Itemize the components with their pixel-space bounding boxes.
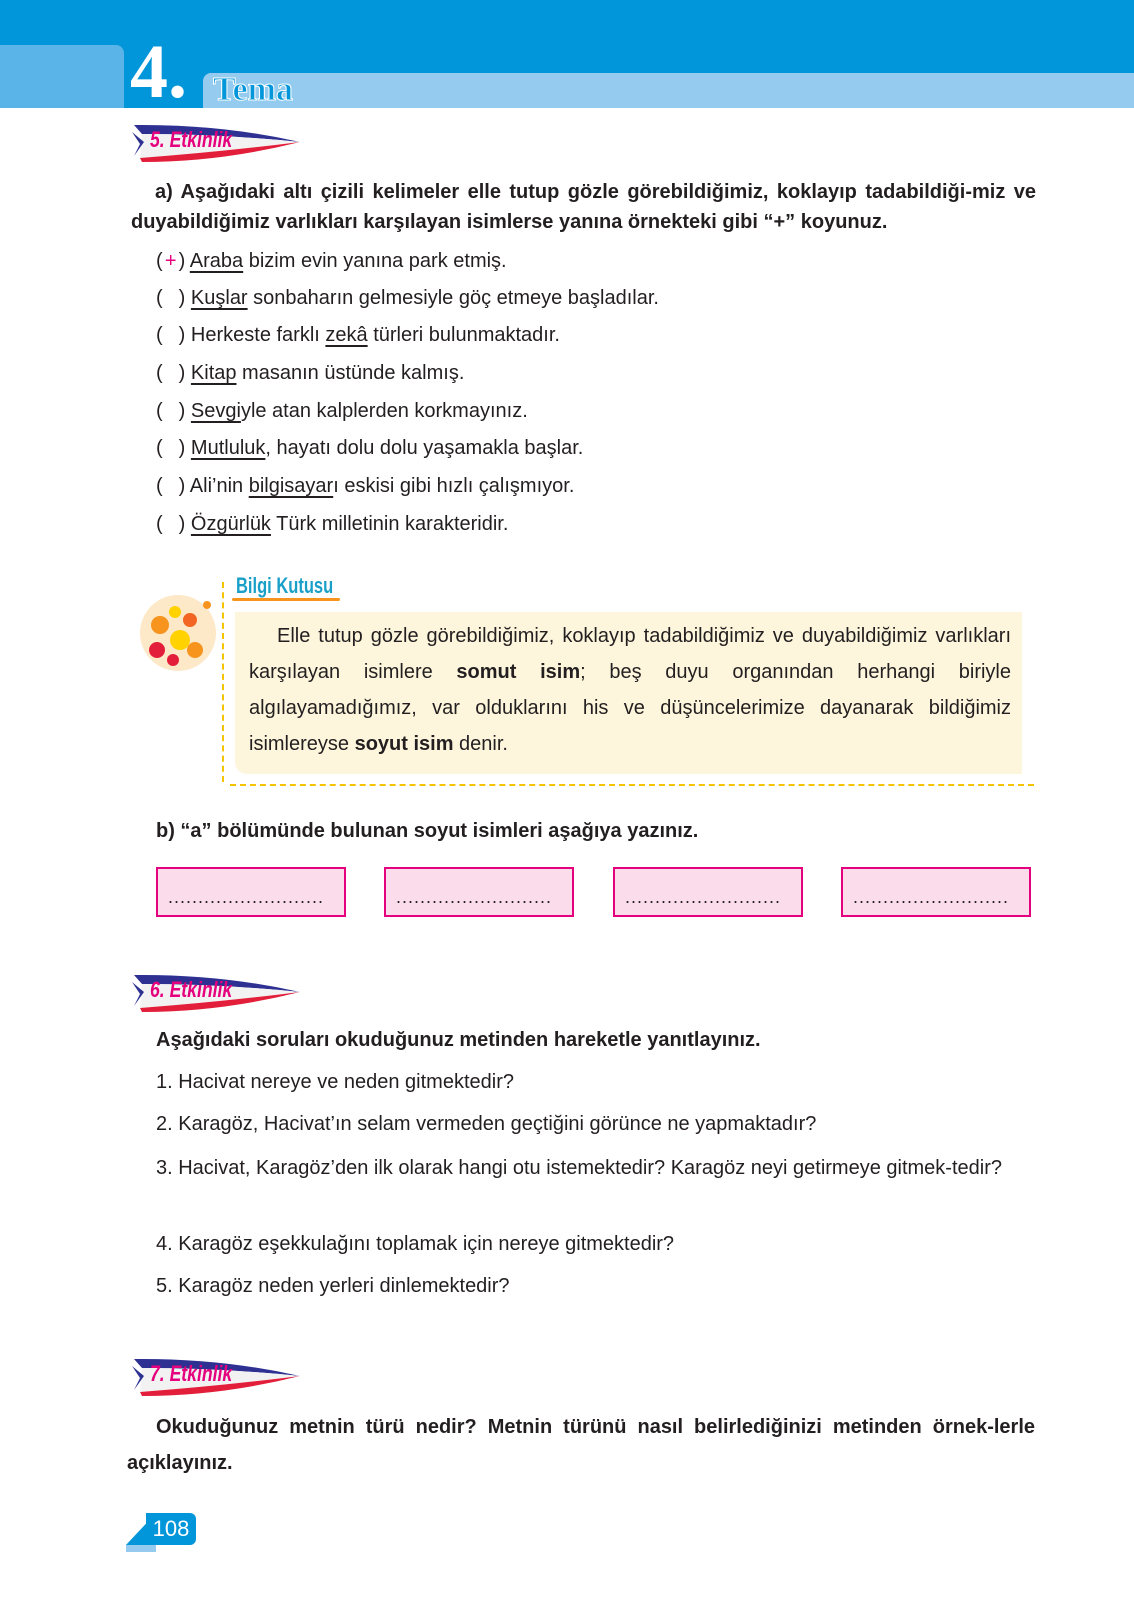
question-2: 2. Karagöz, Hacivat’ın selam vermeden geçtiğini görünce ne yapmaktadır? bbox=[156, 1113, 817, 1135]
activity-5-ribbon bbox=[130, 122, 305, 167]
underlined-word: Sevgi bbox=[190, 400, 241, 422]
instruction-a: a) Aşağıdaki altı çizili kelimeler elle tutup gözle görebildiğimiz, koklayıp tadabildiği-miz ve duyabildiğimiz varlıkları karşılayan isimlerse yanına örnekteki gibi “+” koyunuz. bbox=[131, 181, 1036, 233]
mark-slot[interactable]: ( ) bbox=[156, 400, 186, 422]
item-text: , hayatı dolu dolu yaşamakla başlar. bbox=[265, 437, 584, 459]
exercise-item bbox=[156, 286, 659, 310]
activity-label: 6. Etkinlik bbox=[150, 977, 233, 1002]
answer-box-2[interactable]: .......................... bbox=[384, 867, 574, 917]
mark-value: + bbox=[164, 250, 177, 272]
exercise-item bbox=[156, 474, 574, 498]
question-1: 1. Hacivat nereye ve neden gitmektedir? bbox=[156, 1071, 514, 1093]
info-text: ; beş duyu organından herhangi biriyle algılayamadığımız, var olduklarını his ve düşüncelerimize dayanarak bildiğimiz isimlereyse bbox=[249, 661, 1011, 755]
mark-slot[interactable]: ( ) bbox=[156, 437, 186, 459]
underlined-word: Araba bbox=[189, 250, 244, 272]
underlined-word: Kuşlar bbox=[190, 287, 248, 309]
mark-slot[interactable]: ( ) bbox=[156, 513, 186, 535]
page-number: 108 bbox=[146, 1513, 196, 1545]
item-text: Herkeste farklı bbox=[190, 324, 326, 346]
item-text: türleri bulunmaktadır. bbox=[367, 324, 560, 346]
term-concrete: somut isim bbox=[456, 661, 581, 683]
info-title-underline bbox=[232, 598, 340, 601]
info-text: Elle tutup gözle görebildiğimiz, koklayıp tadabildiğimiz ve duyabildiğimiz varlıkları karşılayan isimlere bbox=[249, 625, 1011, 683]
exercise-item bbox=[156, 436, 583, 460]
underlined-word: zekâ bbox=[325, 324, 368, 346]
answer-box-3[interactable]: .......................... bbox=[613, 867, 803, 917]
item-text: Türk milletinin karakteridir. bbox=[270, 513, 509, 535]
item-text: ı eskisi gibi hızlı çalışmıyor. bbox=[333, 475, 575, 497]
item-text: sonbaharın gelmesiyle göç etmeye başladılar. bbox=[247, 287, 659, 309]
item-text: masanın üstünde kalmış. bbox=[236, 362, 465, 384]
underlined-word: Kitap bbox=[190, 362, 237, 384]
mark-slot[interactable]: ( + ) bbox=[156, 250, 186, 272]
exercise-item bbox=[156, 361, 464, 385]
mark-slot[interactable]: ( ) bbox=[156, 362, 186, 384]
theme-number: 4. bbox=[130, 30, 187, 114]
instruction-b: b) “a” bölümünde bulunan soyut isimleri aşağıya yazınız. bbox=[156, 820, 699, 842]
exercise-item bbox=[156, 249, 507, 273]
mark-slot[interactable]: ( ) bbox=[156, 287, 186, 309]
info-dash-horizontal bbox=[230, 784, 1034, 786]
info-box-title: Bilgi Kutusu bbox=[236, 573, 334, 598]
header-tab bbox=[0, 45, 124, 108]
activity-label: 7. Etkinlik bbox=[150, 1361, 233, 1386]
activity-7-instruction: Okuduğunuz metnin türü nedir? Metnin türünü nasıl belirlediğinizi metinden örnek-lerle açıklayınız. bbox=[127, 1416, 1035, 1474]
info-globe-icon bbox=[135, 590, 221, 676]
activity-label: 5. Etkinlik bbox=[150, 127, 233, 152]
info-dash-vertical bbox=[222, 582, 224, 782]
question-5: 5. Karagöz neden yerleri dinlemektedir? bbox=[156, 1275, 510, 1297]
question-4: 4. Karagöz eşekkulağını toplamak için nereye gitmektedir? bbox=[156, 1233, 675, 1255]
info-box-text bbox=[249, 618, 1011, 762]
theme-title: Tema bbox=[213, 71, 293, 108]
question-3: 3. Hacivat, Karagöz’den ilk olarak hangi otu istemektedir? Karagöz neyi getirmeye gitmek-tedir? bbox=[156, 1157, 1002, 1179]
mark-slot[interactable]: ( ) bbox=[156, 324, 186, 346]
answer-box-1[interactable]: .......................... bbox=[156, 867, 346, 917]
activity-7-ribbon bbox=[130, 1356, 305, 1401]
answer-box-4[interactable]: .......................... bbox=[841, 867, 1031, 917]
item-text: bizim evin yanına park etmiş. bbox=[243, 250, 507, 272]
exercise-item bbox=[156, 399, 528, 423]
term-abstract: soyut isim bbox=[354, 733, 454, 755]
exercise-item bbox=[156, 323, 560, 347]
item-text: yle atan kalplerden korkmayınız. bbox=[240, 400, 528, 422]
exercise-item bbox=[156, 512, 508, 536]
item-text: Ali’nin bbox=[189, 475, 249, 497]
theme-title-band bbox=[203, 73, 1134, 108]
underlined-word: Özgürlük bbox=[190, 513, 271, 535]
activity-6-ribbon bbox=[130, 972, 305, 1017]
activity-6-instruction: Aşağıdaki soruları okuduğunuz metinden hareketle yanıtlayınız. bbox=[156, 1029, 761, 1051]
mark-slot[interactable]: ( ) bbox=[156, 475, 186, 497]
underlined-word: bilgisayar bbox=[248, 475, 334, 497]
info-text: denir. bbox=[453, 733, 508, 755]
underlined-word: Mutluluk bbox=[190, 437, 266, 459]
